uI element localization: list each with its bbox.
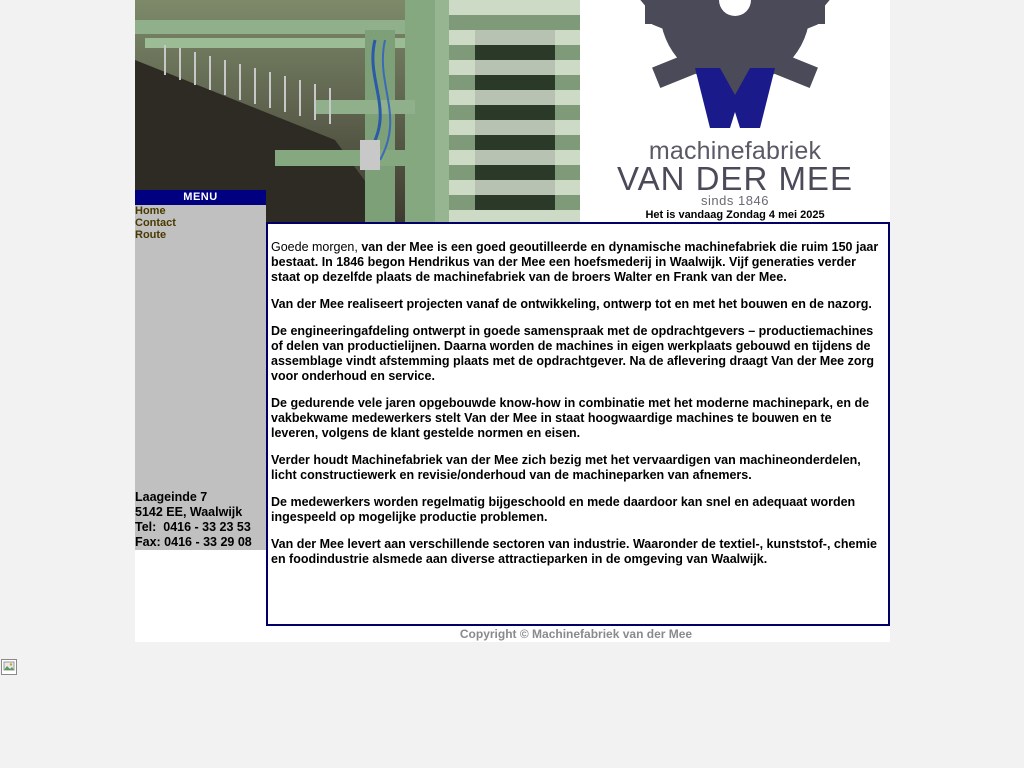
machine-photo-image: [135, 0, 580, 222]
address-street: Laageinde 7: [135, 490, 208, 504]
header-machine-photo: [135, 0, 580, 222]
content-paragraph-intro: [271, 240, 881, 285]
nav-link-contact[interactable]: Contact: [135, 217, 176, 229]
nav-link-home[interactable]: Home: [135, 205, 166, 217]
menu-header: MENU: [135, 190, 266, 205]
content-paragraph: Verder houdt Machinefabriek van der Mee zich bezig met het vervaardigen van machineonderdelen, licht constructiewerk en revisie/onderhoud van de machineparken van afnemers.: [271, 453, 861, 482]
logo-text-since: sinds 1846: [701, 193, 769, 208]
logo-text-van-der-mee: VAN DER MEE: [617, 160, 853, 197]
company-logo[interactable]: [580, 0, 890, 222]
gear-logo-icon: [580, 0, 890, 140]
nav-link-route[interactable]: Route: [135, 229, 167, 241]
content-paragraph: Van der Mee realiseert projecten vanaf de ontwikkeling, ontwerp tot en met het bouwen en de nazorg.: [271, 297, 872, 311]
address-tel: Tel: 0416 - 33 23 53: [135, 520, 251, 534]
intro-text: van der Mee is een goed geoutilleerde en dynamische machinefabriek die ruim 150 jaar bestaat. In 1846 begon Hendrikus van der Mee een hoefsmederij in Waalwijk. Vijf generaties verder staat op dezelfde plaats de machinefabriek van de broers Walter en Frank van der Mee.: [271, 240, 879, 284]
contact-address: [135, 490, 252, 550]
address-fax: Fax: 0416 - 33 29 08: [135, 535, 252, 549]
content-paragraph: De engineeringafdeling ontwerpt in goede samenspraak met de opdrachtgevers – productiemachines of delen van productielijnen. Daarna worden de machines in eigen werkplaats gebouwd en tijdens de assemblage vindt afstemming plaats met de opdrachtgever. Na de aflevering draagt Van der Mee zorg voor onderhoud en service.: [271, 324, 874, 383]
main-content-box: [266, 222, 890, 626]
copyright-footer: Copyright © Machinefabriek van der Mee: [459, 627, 693, 641]
content-paragraph: De gedurende vele jaren opgebouwde know-how in combinatie met het moderne machinepark, en de vakbekwame medewerkers stelt Van der Mee in staat hoogwaardige machines te bouwen en te leveren, volgens de klant gestelde normen en eisen.: [271, 396, 870, 440]
sidebar: [135, 205, 266, 550]
content-paragraph: De medewerkers worden regelmatig bijgeschoold en mede daardoor kan snel en adequaat worden ingespeeld op mogelijke productie problemen.: [271, 495, 856, 524]
current-date-text: Het is vandaag Zondag 4 mei 2025: [645, 209, 825, 221]
main-content-text: [271, 240, 881, 579]
address-city: 5142 EE, Waalwijk: [135, 505, 243, 519]
logo-text-machinefabriek: machinefabriek: [648, 137, 822, 165]
broken-image-icon: [1, 659, 17, 675]
greeting-text: Goede morgen,: [271, 240, 358, 254]
content-paragraph: Van der Mee levert aan verschillende sectoren van industrie. Waaronder de textiel-, kunststof-, chemie en foodindustrie alsmede aan diverse attractieparken in de omgeving van Waalwijk.: [271, 537, 877, 566]
